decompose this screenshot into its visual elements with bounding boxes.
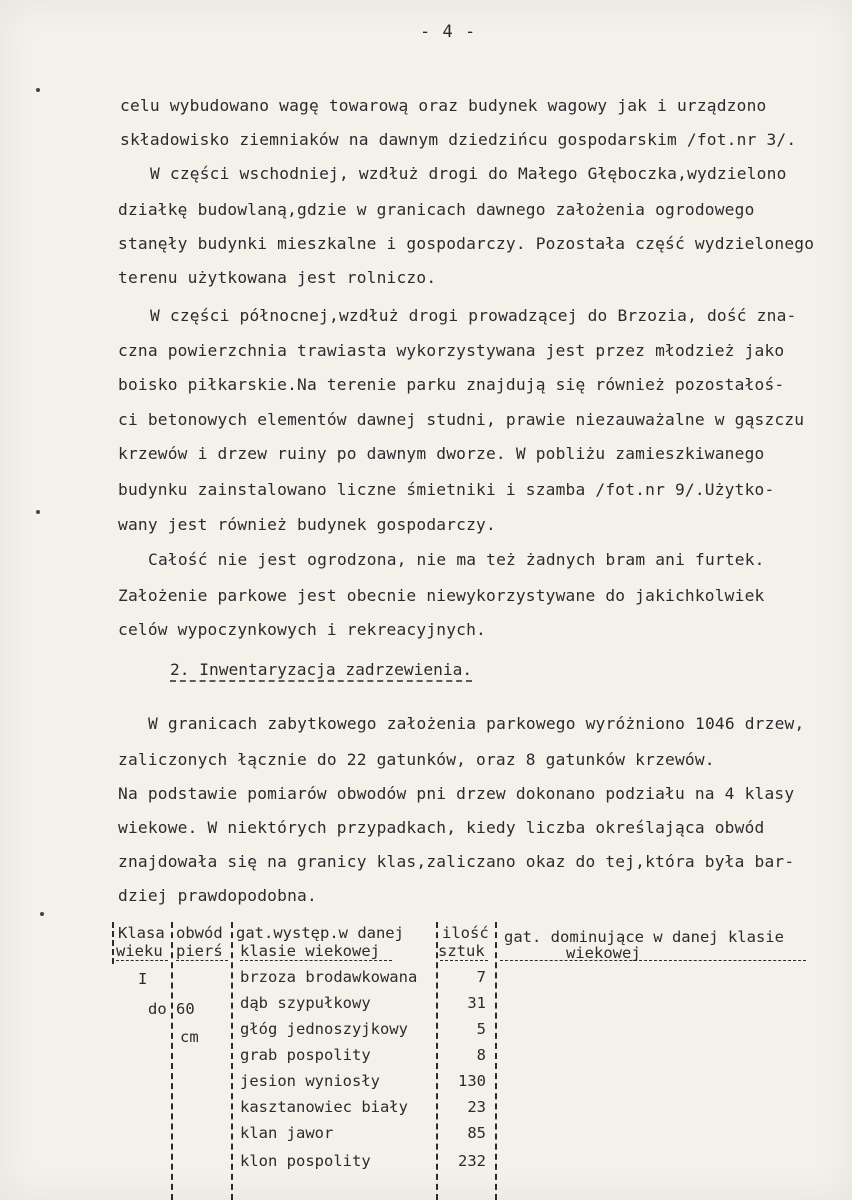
text-line: W granicach zabytkowego założenia parkowego wyróżniono 1046 drzew, <box>148 714 805 733</box>
text-line: W części wschodniej, wzdłuż drogi do Małego Głęboczka,wydzielono <box>150 164 787 183</box>
class-range-unit: cm <box>180 1028 199 1046</box>
species-count: 23 <box>467 1098 486 1116</box>
header-ilosc: ilość <box>442 924 489 942</box>
species-count: 85 <box>467 1124 486 1142</box>
class-range: do 60 <box>148 1000 195 1018</box>
species-name: grab pospolity <box>240 1046 371 1064</box>
text-line: budynku zainstalowano liczne śmietniki i szamba /fot.nr 9/.Użytko- <box>118 480 775 499</box>
header-underline <box>500 960 806 961</box>
text-line: zaliczonych łącznie do 22 gatunków, oraz 8 gatunków krzewów. <box>118 750 715 769</box>
species-name: brzoza brodawkowana <box>240 968 418 986</box>
text-line: Na podstawie pomiarów obwodów pni drzew dokonano podziału na 4 klasy <box>118 784 795 803</box>
header-underline <box>240 960 392 961</box>
page-number: - 4 - <box>420 22 477 42</box>
header-dominujace: gat. dominujące w danej klasie <box>504 928 784 946</box>
text-line: W części północnej,wzdłuż drogi prowadzącej do Brzozia, dość zna- <box>150 306 797 325</box>
header-underline <box>116 960 168 961</box>
species-count: 232 <box>458 1152 486 1170</box>
header-klasie: klasie wiekowej <box>240 942 380 960</box>
header-gat: gat.występ.w danej <box>236 924 404 942</box>
species-count: 5 <box>476 1020 486 1038</box>
species-count: 130 <box>458 1072 486 1090</box>
species-count: 31 <box>467 994 486 1012</box>
text-line: Założenie parkowe jest obecnie niewykorzystywane do jakichkolwiek <box>118 586 765 605</box>
species-name: klon pospolity <box>240 1152 371 1170</box>
header-wieku: wieku <box>116 942 163 960</box>
column-divider <box>171 922 173 1200</box>
species-name: głóg jednoszyjkowy <box>240 1020 408 1038</box>
text-line: wany jest również budynek gospodarczy. <box>118 515 496 534</box>
species-count: 7 <box>476 968 486 986</box>
text-line: wiekowe. W niektórych przypadkach, kiedy liczba określająca obwód <box>118 818 765 837</box>
text-line: składowisko ziemniaków na dawnym dziedzińcu gospodarskim /fot.nr 3/. <box>120 130 797 149</box>
header-sztuk: sztuk <box>438 942 485 960</box>
margin-dot <box>36 88 40 92</box>
text-line: działkę budowlaną,gdzie w granicach dawnego założenia ogrodowego <box>118 200 755 219</box>
section-heading: 2. Inwentaryzacja zadrzewienia. <box>170 660 473 679</box>
text-line: czna powierzchnia trawiasta wykorzystywana jest przez młodzież jako <box>118 341 785 360</box>
text-line: krzewów i drzew ruiny po dawnym dworze. W pobliżu zamieszkiwanego <box>118 444 765 463</box>
header-underline <box>440 960 488 961</box>
margin-dot <box>36 510 40 514</box>
text-line: dziej prawdopodobna. <box>118 886 317 905</box>
species-name: kasztanowiec biały <box>240 1098 408 1116</box>
text-line: stanęły budynki mieszkalne i gospodarczy. Pozostała część wydzielonego <box>118 234 815 253</box>
species-name: dąb szypułkowy <box>240 994 371 1012</box>
species-name: klan jawor <box>240 1124 334 1142</box>
text-line: Całość nie jest ogrodzona, nie ma też żadnych bram ani furtek. <box>148 550 765 569</box>
species-count: 8 <box>476 1046 486 1064</box>
header-obwod: obwód <box>176 924 223 942</box>
column-divider <box>112 922 114 964</box>
header-wiekowej: wiekowej <box>566 944 641 962</box>
text-line: celu wybudowano wagę towarową oraz budynek wagowy jak i urządzono <box>120 96 767 115</box>
text-line: terenu użytkowana jest rolniczo. <box>118 268 437 287</box>
text-line: ci betonowych elementów dawnej studni, prawie niezauważalne w gąszczu <box>118 410 805 429</box>
margin-dot <box>40 912 44 916</box>
header-klasa: Klasa <box>118 924 165 942</box>
text-line: boisko piłkarskie.Na terenie parku znajdują się również pozostałoś- <box>118 375 785 394</box>
text-line: celów wypoczynkowych i rekreacyjnych. <box>118 620 486 639</box>
header-piers: pierś <box>176 942 223 960</box>
species-name: jesion wyniosły <box>240 1072 380 1090</box>
column-divider <box>231 922 233 1200</box>
column-divider <box>495 922 497 1200</box>
header-underline <box>176 960 228 961</box>
class-number: I <box>138 970 148 988</box>
text-line: znajdowała się na granicy klas,zaliczano okaz do tej,która była bar- <box>118 852 795 871</box>
